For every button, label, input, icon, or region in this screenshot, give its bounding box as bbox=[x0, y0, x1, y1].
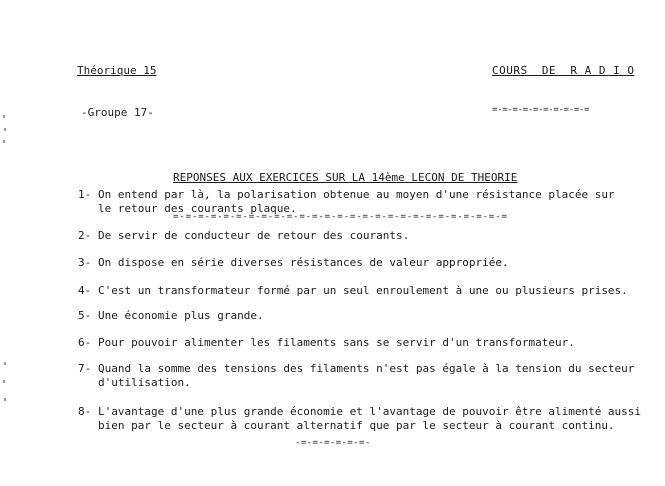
scan-speck bbox=[4, 128, 6, 131]
answer-text: De servir de conducteur de retour des courants. bbox=[98, 229, 410, 242]
answer-number: 2- bbox=[78, 229, 92, 242]
answer-text: On dispose en série diverses résistances de valeur appropriée. bbox=[98, 256, 509, 269]
scan-speck bbox=[4, 362, 6, 365]
answer-number: 6- bbox=[78, 336, 92, 349]
header-left bbox=[77, 36, 156, 148]
answer-number: 4- bbox=[78, 284, 92, 297]
scan-speck bbox=[3, 380, 5, 383]
answer-number: 3- bbox=[78, 256, 92, 269]
header-right bbox=[492, 36, 634, 143]
answer-text: On entend par là, la polarisation obtenue au moyen d'une résistance placée sur le retour des courants plaque. bbox=[98, 188, 615, 215]
course-title: COURS DE R A D I O bbox=[492, 64, 635, 77]
course-title-rule: =-=-=-=-=-=-=-=-=-= bbox=[492, 105, 590, 115]
answer-number: 8- bbox=[78, 405, 92, 418]
answer-text: Pour pouvoir alimenter les filaments sans se servir d'un transformateur. bbox=[98, 336, 575, 349]
scan-speck bbox=[4, 398, 6, 401]
answer-number: 1- bbox=[78, 188, 92, 201]
scan-speck bbox=[3, 140, 5, 143]
answer-text: C'est un transformateur formé par un seul enroulement à une ou plusieurs prises. bbox=[98, 284, 628, 297]
title-rule: =-=-=-=-=-=-=-=-=-=-=-=-=-=-=-=-=-=-=-=-=-=-=-=-=-=-= bbox=[173, 212, 508, 222]
scan-speck bbox=[3, 115, 5, 118]
answer-text: Une économie plus grande. bbox=[98, 309, 264, 322]
title-text: REPONSES AUX EXERCICES SUR LA 14ème LECON DE THEORIE bbox=[173, 171, 518, 184]
lesson-label: Théorique 15 bbox=[77, 64, 157, 77]
answer-text: Quand la somme des tensions des filaments n'est pas égale à la tension du secteur d'utilisation. bbox=[98, 362, 635, 389]
answer-number: 5- bbox=[78, 309, 92, 322]
answer-number: 7- bbox=[78, 362, 92, 375]
group-label: -Groupe 17- bbox=[81, 106, 154, 119]
closing-rule: -=-=-=-=-=-=- bbox=[295, 438, 371, 448]
answer-text: L'avantage d'une plus grande économie et l'avantage de pouvoir être alimenté aussi bien par le secteur à courant alternatif que par le secteur à courant continu. bbox=[98, 405, 642, 432]
